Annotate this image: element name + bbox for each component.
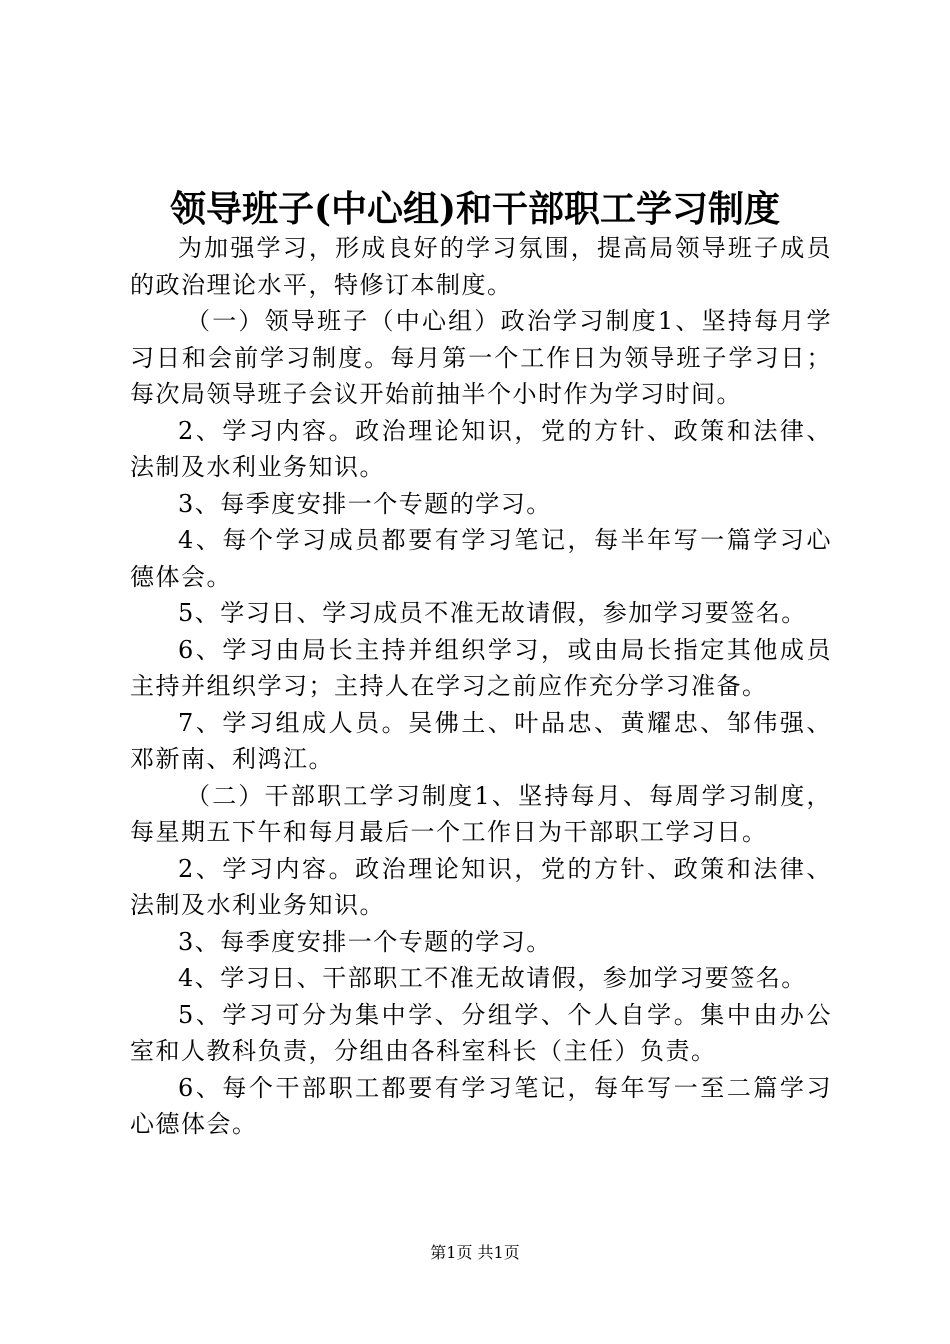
paragraph-item: 6、每个干部职工都要有学习笔记，每年写一至二篇学习心德体会。 (130, 1073, 832, 1138)
paragraph-item: 4、每个学习成员都要有学习笔记，每半年写一篇学习心德体会。 (130, 526, 832, 591)
paragraph-intro: 为加强学习，形成良好的学习氛围，提高局领导班子成员的政治理论水平，特修订本制度。 (130, 234, 832, 299)
paragraph-item: 4、学习日、干部职工不准无故请假，参加学习要签名。 (178, 964, 807, 992)
paragraph-item: 7、学习组成人员。吴佛土、叶品忠、黄耀忠、邹伟强、邓新南、利鸿江。 (130, 708, 832, 773)
paragraph-item: 3、每季度安排一个专题的学习。 (178, 927, 552, 956)
paragraph-section-2: （二）干部职工学习制度1、坚持每月、每周学习制度，每星期五下午和每月最后一个工作日为干部职工学习日。 (130, 781, 832, 846)
document-title: 领导班子(中心组)和干部职工学习制度 (169, 188, 781, 230)
paragraph-item: 5、学习可分为集中学、分组学、个人自学。集中由办公室和人教科负责，分组由各科室科长（主任）负责。 (130, 1000, 832, 1065)
document-body (130, 230, 832, 1143)
paragraph-item: 5、学习日、学习成员不准无故请假，参加学习要签名。 (178, 599, 807, 627)
page-footer: 第1页 共1页 (430, 1243, 520, 1262)
paragraph-section-1: （一）领导班子（中心组）政治学习制度1、坚持每月学习日和会前学习制度。每月第一个工作日为领导班子学习日；每次局领导班子会议开始前抽半个小时作为学习时间。 (130, 307, 832, 408)
paragraph-item: 2、学习内容。政治理论知识，党的方针、政策和法律、法制及水利业务知识。 (130, 416, 832, 481)
paragraph-item: 2、学习内容。政治理论知识，党的方针、政策和法律、法制及水利业务知识。 (130, 854, 832, 919)
paragraph-item: 6、学习由局长主持并组织学习，或由局长指定其他成员主持并组织学习；主持人在学习之前应作充分学习准备。 (130, 635, 832, 700)
paragraph-item: 3、每季度安排一个专题的学习。 (178, 489, 552, 518)
